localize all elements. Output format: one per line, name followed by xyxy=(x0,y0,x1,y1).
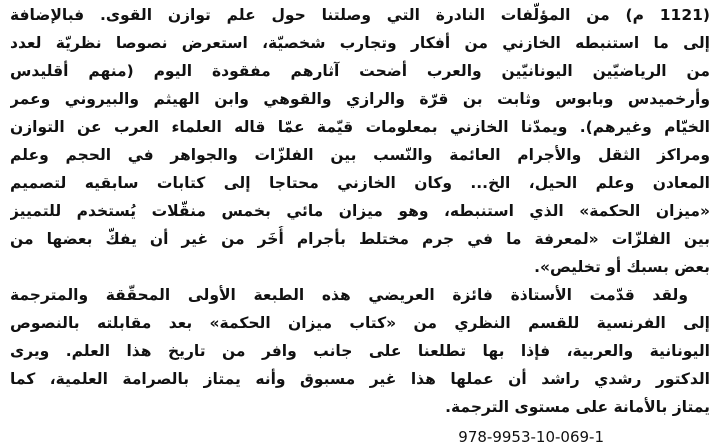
paragraph-2-line-1: ولقد قدّمت الأستاذة فائزة العريضي هذه الطبعة الأولى المحقّقة والمترجمة xyxy=(10,286,688,304)
paragraph-1-line-10: بعض بسبك أو تخليص». xyxy=(534,258,710,276)
paragraph-2-line-3: اليونانية والعربية، فإذا بها تطلعنا على جانب وافر من تاريخ هذا العلم. ويرى xyxy=(10,342,710,360)
paragraph-1-line-4: وأرخميدس وبابوس وثابت بن قرّة والرازي والقوهي وابن الهيثم والبيروني وعمر xyxy=(10,90,710,108)
paragraph-2-line-5: يمتاز بالأمانة على مستوى الترجمة. xyxy=(445,398,710,416)
paragraph-1-line-2: إلى ما استنبطه الخازني من أفكار وتجارب شخصيّة، استعرض نصوصا نظريّة لعدد xyxy=(10,34,710,52)
paragraph-1-line-3: من الرياضيّين اليونانيّين والعرب أضحت آثارهم مفقودة اليوم (منهم أقليدس xyxy=(10,62,710,80)
paragraph-1-line-7: المعادن وعلم الحيل، الخ... وكان الخازني محتاجا إلى كتابات سابقيه لتصميم xyxy=(10,174,710,192)
paragraph-1-line-8: «ميزان الحكمة» الذي استنبطه، وهو ميزان مائي بخمس منقّلات يُستخدم للتمييز xyxy=(10,202,710,220)
paragraph-1-line-9: بين الفلزّات «لمعرفة ما في جرم مختلط بأجرام أُخَر من غير أن يفكّ بعضها من xyxy=(10,230,710,248)
paragraph-2-line-2: إلى الفرنسية للقسم النظري من «كتاب ميزان الحكمة» بعد مقابلته بالنصوص xyxy=(10,314,710,332)
paragraph-1-line-6: ومراكز الثقل والأجرام العائمة والنّسب بين الفلزّات والجواهر في الحجم وعلم xyxy=(10,146,710,164)
paragraph-2-line-4: الدكتور رشدي راشد أن عملها هذا غير مسبوق وأنه يمتاز بالصرامة العلمية، كما xyxy=(10,370,710,388)
paragraph-1-line-1: (1121 م) من المؤلّفات النادرة التي وصلتنا حول علم توازن القوى. فبالإضافة xyxy=(10,6,710,24)
isbn-number: 978-9953-10-069-1 xyxy=(458,428,604,446)
paragraph-1-line-5: الخيّام وغيرهم). ويمدّنا الخازني بمعلومات قيّمة عمّا قاله العلماء العرب عن التوازن xyxy=(10,118,710,136)
